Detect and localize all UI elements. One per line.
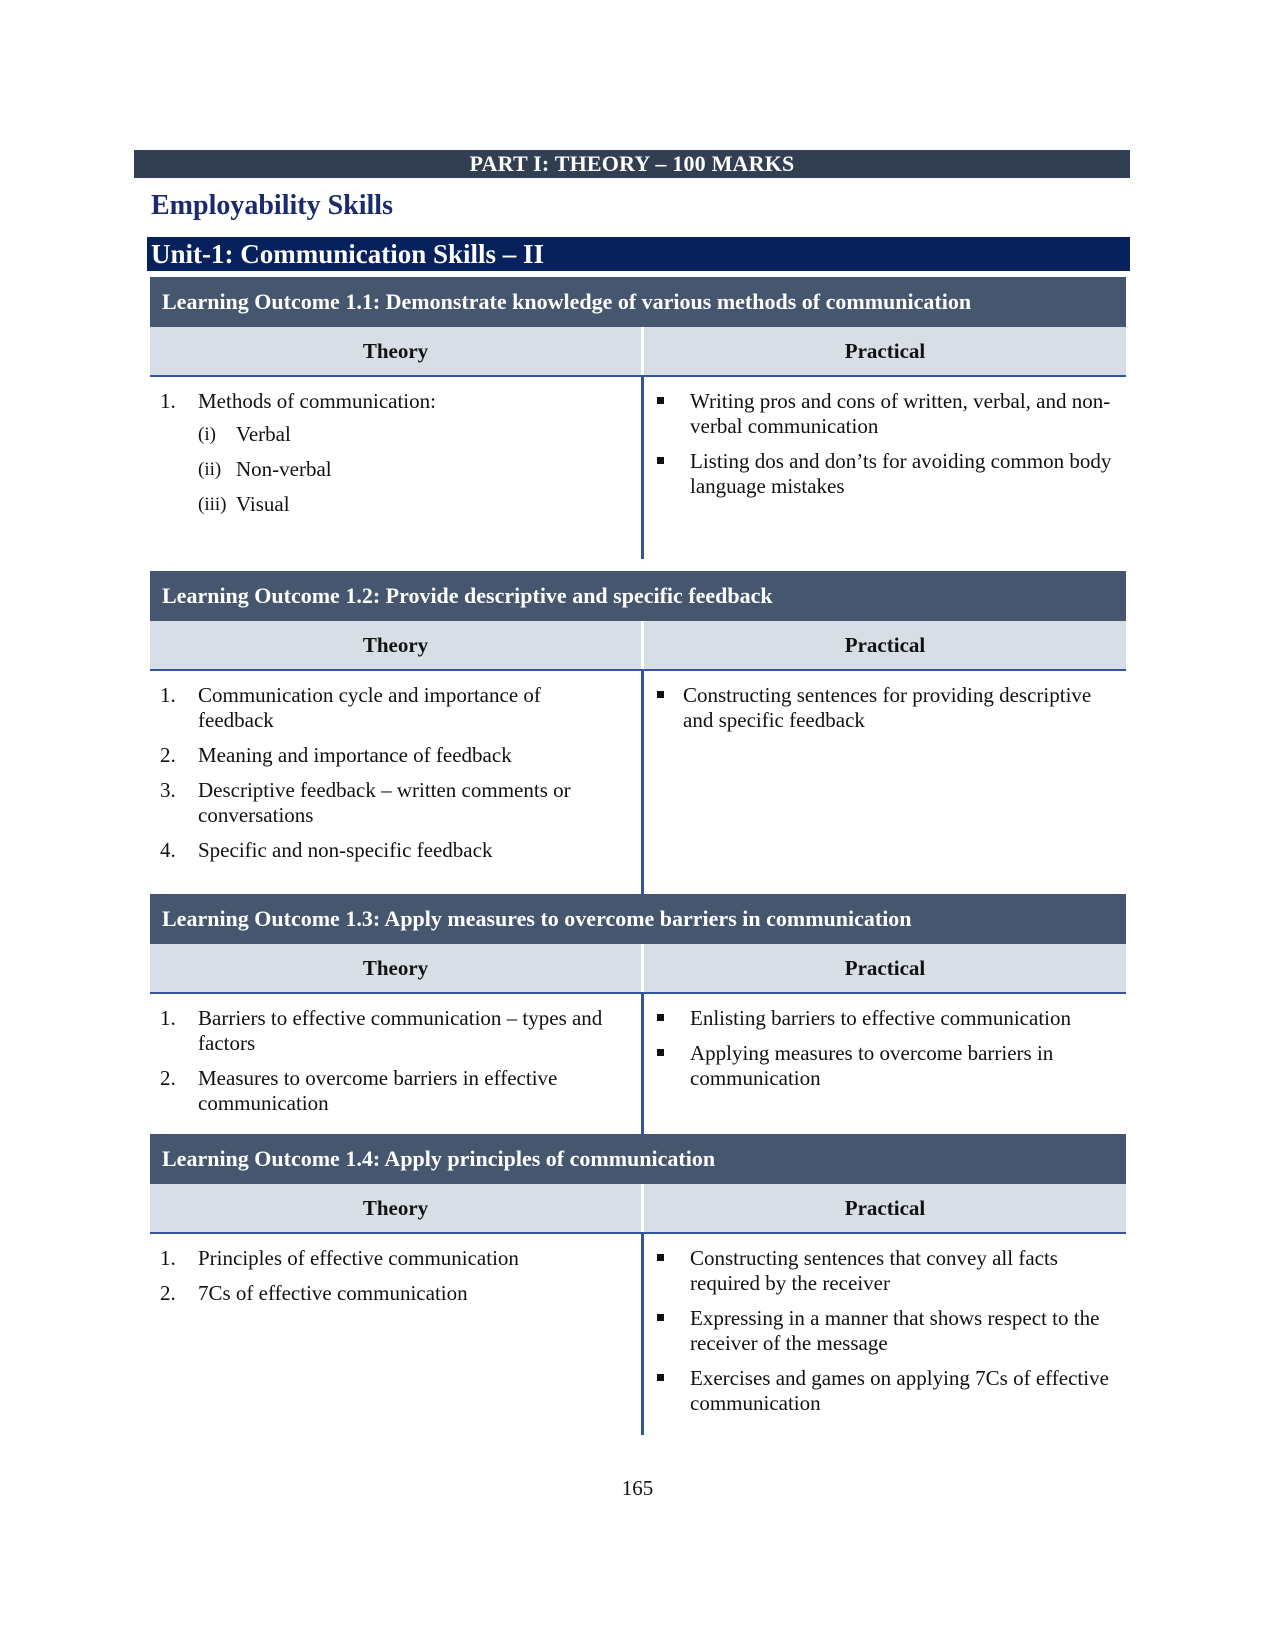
sub-list-item: [198, 457, 621, 482]
item-text: Enlisting barriers to effective communication: [690, 1006, 1071, 1030]
theory-column-header: Theory: [362, 955, 429, 980]
item-text: Measures to overcome barriers in effective communication: [198, 1066, 558, 1115]
learning-outcome-heading: Learning Outcome 1.3: Apply measures to overcome barriers in communication: [150, 894, 1126, 944]
practical-column-header: Practical: [641, 327, 1126, 375]
item-number: 3.: [160, 778, 176, 802]
learning-outcome-1-2: [150, 571, 1126, 894]
theory-column-header: Theory: [362, 1195, 429, 1220]
list-item: [652, 389, 1112, 439]
learning-outcome-heading: Learning Outcome 1.2: Provide descriptive and specific feedback: [150, 571, 1126, 621]
square-bullet-icon: [657, 457, 664, 464]
column-header-row: [150, 327, 1126, 377]
learning-outcome-1-1: [150, 277, 1126, 559]
column-header-row: [150, 621, 1126, 671]
list-item: [160, 389, 621, 517]
item-text: 7Cs of effective communication: [198, 1281, 468, 1305]
content-row: [150, 377, 1126, 559]
list-item: [160, 838, 621, 863]
item-number: 2.: [160, 1281, 176, 1305]
practical-list: [652, 389, 1112, 499]
practical-column-header: Practical: [641, 1184, 1126, 1232]
part-header: PART I: THEORY – 100 MARKS: [134, 150, 1130, 178]
list-item: [160, 1066, 621, 1116]
item-number: (iii): [198, 494, 227, 515]
list-item: [160, 1006, 621, 1056]
item-text: Constructing sentences that convey all facts required by the receiver: [690, 1246, 1058, 1295]
item-number: 1.: [160, 1246, 176, 1270]
column-header-row: [150, 944, 1126, 994]
theory-cell: [150, 1234, 641, 1435]
learning-outcome-heading: Learning Outcome 1.1: Demonstrate knowledge of various methods of communication: [150, 277, 1126, 327]
square-bullet-icon: [657, 1254, 664, 1261]
content-row: [150, 1234, 1126, 1435]
item-text: Methods of communication:: [198, 389, 436, 413]
column-header-row: [150, 1184, 1126, 1234]
practical-cell: [641, 671, 1126, 894]
theory-list: [160, 683, 621, 863]
list-item: [652, 1006, 1112, 1031]
sub-list: [198, 422, 621, 517]
item-text: Exercises and games on applying 7Cs of effective communication: [690, 1366, 1109, 1415]
theory-cell: [150, 671, 641, 894]
list-item: [160, 1246, 621, 1271]
sub-list-item: [198, 422, 621, 447]
square-bullet-icon: [657, 1049, 664, 1056]
item-text: Writing pros and cons of written, verbal, and non-verbal communication: [690, 389, 1111, 438]
list-item: [652, 1246, 1112, 1296]
practical-cell: [641, 1234, 1126, 1435]
section-title: Employability Skills: [151, 190, 393, 221]
theory-column-header: Theory: [362, 632, 429, 657]
practical-list: [652, 1246, 1112, 1416]
item-number: 2.: [160, 743, 176, 767]
theory-list: [160, 1246, 621, 1306]
item-number: (i): [198, 424, 216, 445]
practical-column-header: Practical: [641, 621, 1126, 669]
item-text: Communication cycle and importance of feedback: [198, 683, 541, 732]
item-number: 1.: [160, 1006, 176, 1030]
content-row: [150, 671, 1126, 894]
item-text: Expressing in a manner that shows respect to the receiver of the message: [690, 1306, 1100, 1355]
square-bullet-icon: [657, 397, 664, 404]
item-text: Specific and non-specific feedback: [198, 838, 493, 862]
practical-list: [652, 683, 1112, 733]
list-item: [160, 743, 621, 768]
item-number: 2.: [160, 1066, 176, 1090]
square-bullet-icon: [657, 691, 664, 698]
item-number: 1.: [160, 389, 176, 413]
theory-cell: [150, 377, 641, 559]
practical-cell: [641, 994, 1126, 1134]
practical-cell: [641, 377, 1126, 559]
item-text: Verbal: [236, 422, 291, 446]
item-number: 1.: [160, 683, 176, 707]
page-number: 165: [621, 1476, 654, 1500]
content-row: [150, 994, 1126, 1134]
theory-column-header: Theory: [362, 338, 429, 363]
item-text: Visual: [236, 492, 290, 516]
unit-title: Unit-1: Communication Skills – II: [147, 237, 1130, 271]
list-item: [652, 1366, 1112, 1416]
item-number: 4.: [160, 838, 176, 862]
sub-list-item: [198, 492, 621, 517]
list-item: [160, 1281, 621, 1306]
item-text: Principles of effective communication: [198, 1246, 519, 1270]
list-item: [652, 1306, 1112, 1356]
item-text: Listing dos and don’ts for avoiding common body language mistakes: [690, 449, 1112, 498]
theory-cell: [150, 994, 641, 1134]
item-text: Constructing sentences for providing descriptive and specific feedback: [683, 683, 1092, 732]
learning-outcome-1-4: [150, 1134, 1126, 1435]
practical-list: [652, 1006, 1112, 1091]
learning-outcome-1-3: [150, 894, 1126, 1134]
list-item: [160, 683, 621, 733]
list-item: [652, 683, 1112, 733]
theory-list: [160, 1006, 621, 1116]
practical-column-header: Practical: [641, 944, 1126, 992]
list-item: [652, 449, 1112, 499]
list-item: [652, 1041, 1112, 1091]
item-text: Non-verbal: [236, 457, 332, 481]
item-text: Barriers to effective communication – types and factors: [198, 1006, 603, 1055]
square-bullet-icon: [657, 1014, 664, 1021]
item-text: Descriptive feedback – written comments or conversations: [198, 778, 571, 827]
item-text: Meaning and importance of feedback: [198, 743, 512, 767]
item-number: (ii): [198, 459, 222, 480]
square-bullet-icon: [657, 1314, 664, 1321]
learning-outcome-heading: Learning Outcome 1.4: Apply principles of communication: [150, 1134, 1126, 1184]
item-text: Applying measures to overcome barriers in communication: [690, 1041, 1054, 1090]
theory-list: [160, 389, 621, 517]
square-bullet-icon: [657, 1374, 664, 1381]
list-item: [160, 778, 621, 828]
